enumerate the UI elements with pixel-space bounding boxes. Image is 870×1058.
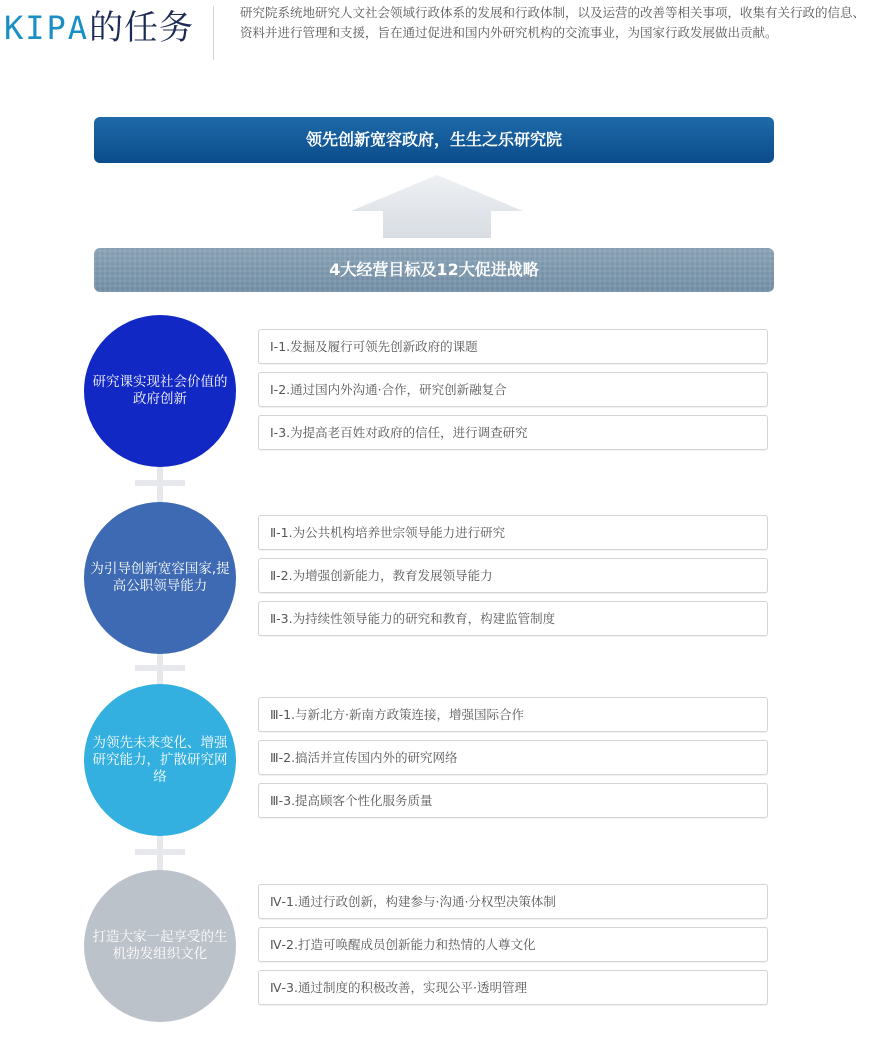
strategy-item: Ⅰ-2.通过国内外沟通·合作，研究创新融复合 [258, 372, 768, 407]
page-heading [4, 6, 194, 50]
strategy-item: Ⅲ-3.提高顾客个性化服务质量 [258, 783, 768, 818]
strategy-item: Ⅳ-3.通过制度的积极改善，实现公平·透明管理 [258, 970, 768, 1005]
goals-banner: 4大经营目标及12大促进战略 [94, 248, 774, 292]
strategy-item: Ⅱ-2.为增强创新能力，教育发展领导能力 [258, 558, 768, 593]
heading-suffix: 的任务 [89, 8, 195, 48]
goal-circle-1 [84, 315, 236, 467]
strategy-item: Ⅲ-2.搞活并宣传国内外的研究网络 [258, 740, 768, 775]
goal-title: 打造大家一起享受的生机勃发组织文化 [92, 929, 228, 962]
goal-circle-2 [84, 502, 236, 654]
strategy-item: Ⅰ-1.发掘及履行可领先创新政府的课题 [258, 329, 768, 364]
strategy-item: Ⅰ-3.为提高老百姓对政府的信任，进行调查研究 [258, 415, 768, 450]
goal-title: 为引导创新宽容国家,提高公职领导能力 [90, 561, 230, 594]
strategy-item: Ⅳ-1.通过行政创新，构建参与·沟通·分权型决策体制 [258, 884, 768, 919]
divider [213, 6, 214, 60]
goal-title: 研究课实现社会价值的政府创新 [92, 374, 228, 407]
strategy-item: Ⅱ-1.为公共机构培养世宗领导能力进行研究 [258, 515, 768, 550]
goal-title: 为领先未来变化、增强研究能力，扩散研究网络 [92, 734, 228, 785]
strategy-item: Ⅱ-3.为持续性领导能力的研究和教育，构建监管制度 [258, 601, 768, 636]
goal-circle-3 [84, 684, 236, 836]
strategy-item: Ⅲ-1.与新北方·新南方政策连接，增强国际合作 [258, 697, 768, 732]
strategy-item: Ⅳ-2.打造可唤醒成员创新能力和热情的人尊文化 [258, 927, 768, 962]
up-arrow-icon [351, 175, 523, 238]
connector [135, 460, 185, 508]
goal-circle-4 [84, 870, 236, 1022]
brand-name: KIPA [4, 9, 90, 47]
intro-text: 研究院系统地研究人文社会领域行政体系的发展和行政体制，以及运营的改善等相关事项，收集有关行政的信息、资料并进行管理和支援，旨在通过促进和国内外研究机构的交流事业，为国家行政发展做出贡献。 [240, 5, 866, 40]
vision-banner: 领先创新宽容政府，生生之乐研究院 [94, 117, 774, 163]
